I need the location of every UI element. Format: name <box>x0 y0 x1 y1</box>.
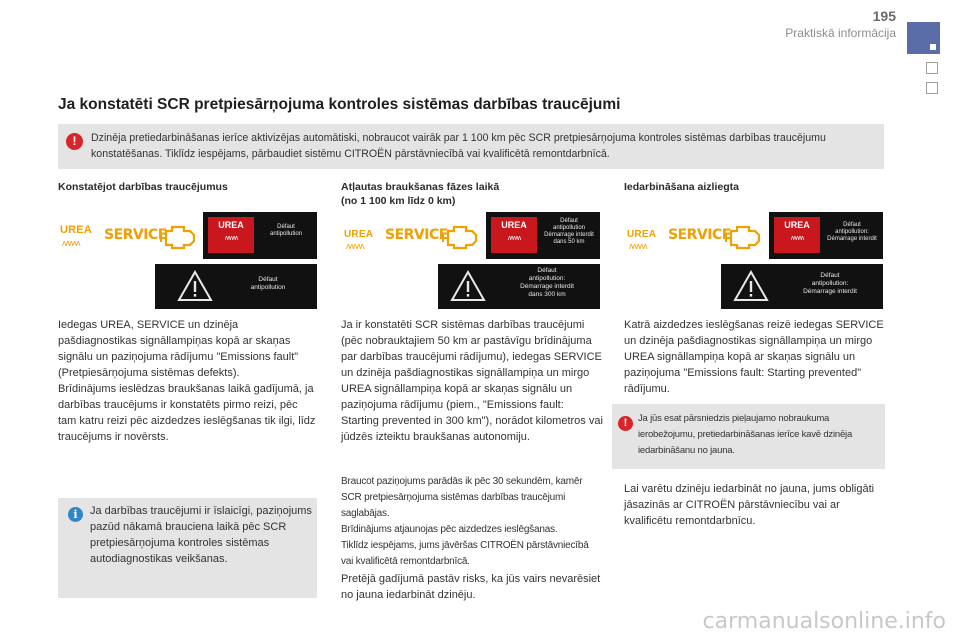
dash2-message: Défaut antipollution: Démarrage interdit dans 300 km <box>520 267 574 298</box>
info-box <box>58 498 317 598</box>
dashboard-display2-col3 <box>721 264 883 309</box>
column-2-text: Ja ir konstatēti SCR sistēmas darbības traucējumi (pēc nobrauktajiem 50 km ar pastāvīgu brīdinājuma par darbības traucējumi rādījumu), iedegas SERVICE un dzinēja pašdiagnostikas signāllampiņa un mirgo UREA signāllampiņa kopā ar skaņas signālu un paziņojuma rādījumu (piem., "Emissions fault: Starting prevented in 300 km"), norādot kilometros vai jūdzēs izteiktu braukšanas autonomiju. <box>341 319 603 443</box>
dash-urea-indicator: UREA ʌʌʌʌʌ <box>491 217 537 253</box>
warning-triangle-icon <box>177 270 213 302</box>
dash-message: Défaut antipollution <box>269 224 303 237</box>
dash2-message: Défaut antipollution <box>250 276 286 291</box>
dash-urea-indicator: UREA ʌʌʌʌʌ <box>208 217 254 253</box>
warning-text-col3: Ja jūs esat pārsniedzis pieļaujamo nobraukuma ierobežojumu, pretiedarbināšanas ierīce kavē dzinēja iedarbināšanu no jauna. <box>638 413 853 456</box>
chapter-tab[interactable] <box>926 82 938 94</box>
page-number: 195 <box>872 8 896 24</box>
column-3-heading: Iedarbināšana aizliegta <box>624 181 739 193</box>
warning-triangle-icon <box>733 270 769 302</box>
warning-triangle-icon <box>450 270 486 302</box>
urea-lamp-wave: ʌʌʌʌʌ <box>346 241 364 251</box>
urea-lamp-label: UREA <box>60 224 92 236</box>
warning-text: Dzinēja pretiedarbināšanas ierīce aktivizējas automātiski, nobraucot vairāk par 1 100 km pēc SCR pretpiesārņojuma kontroles sistēmas darbības traucējumu konstatēšanas. Tiklīdz iespējams, pārbaudiet sistēmu CITROËN pārstāvniecībā vai kvalificētā remontdarbnīcā. <box>91 132 826 160</box>
warning-box <box>58 124 884 169</box>
chapter-tab[interactable] <box>926 62 938 74</box>
info-text: Ja darbības traucējumi ir īslaicīgi, paziņojums pazūd nākamā brauciena laikā pēc SCR pretpiesārņojuma kontroles sistēmas autodiagnostikas veikšanas. <box>90 505 312 565</box>
chapter-tab-active[interactable] <box>907 22 940 54</box>
dashboard-display2-col2 <box>438 264 600 309</box>
urea-lamp-wave: ʌʌʌʌʌ <box>629 241 647 251</box>
urea-lamp-label: UREA <box>627 229 657 240</box>
dash-message: Défaut antipollution Démarrage interdit dans 50 km <box>544 218 594 245</box>
warning-icon: ! <box>66 133 83 150</box>
service-lamp: SERVICE <box>668 227 731 243</box>
column-1-heading: Konstatējot darbības traucējumus <box>58 181 228 193</box>
service-lamp: SERVICE <box>104 227 167 243</box>
column-2-text-end: Pretējā gadījumā pastāv risks, ka jūs vairs nevarēsiet no jauna iedarbināt dzinēju. <box>341 573 601 601</box>
service-lamp: SERVICE <box>385 227 448 243</box>
column-1-text: Iedegas UREA, SERVICE un dzinēja pašdiagnostikas signāllampiņas kopā ar skaņas signālu un paziņojuma rādījumu "Emissions fault" (Pretpiesārņojuma sistēmas defekts). Brīdinājums ieslēdzas braukšanas laikā gadījumā, ja darbības traucējums ir konstatēts pirmo reizi, pēc tam katru reizi pēc aizdedzes ieslēgšanas tik ilgi, līdz traucējums ir novērsts. <box>58 319 316 443</box>
dashboard-display-col2 <box>486 212 600 259</box>
dash-urea-indicator: UREA ʌʌʌʌʌ <box>774 217 820 253</box>
dash2-message: Défaut antipollution: Démarrage interdit <box>803 272 857 295</box>
dash-message: Défaut antipollution: Démarrage interdit <box>827 222 877 242</box>
info-icon: i <box>68 507 83 522</box>
column-3-text-end: Lai varētu dzinēju iedarbināt no jauna, jums obligāti jāsazinās ar CITROËN pārstāvniecību vai ar kvalificētu remontdarbnīcu. <box>624 483 875 527</box>
section-label: Praktiskā informācija <box>785 26 896 40</box>
column-2-text-condensed: Braucot paziņojums parādās ik pēc 30 sekundēm, kamēr SCR pretpiesārņojuma sistēmas darbības traucējumi saglabājas. Brīdinājums atjaunojas pēc aizdedzes ieslēgšanas. Tiklīdz iespējams, jums jāvēršas CITROËN pārstāvniecībā vai kvalificētā remontdarbnīcā. <box>341 476 589 567</box>
watermark: carmanualsonline.info <box>702 609 946 634</box>
warning-icon: ! <box>618 416 633 431</box>
warning-box-col3 <box>612 404 885 469</box>
column-2-heading: Atļautas braukšanas fāzes laikā (no 1 100 km līdz 0 km) <box>341 181 500 207</box>
page-title: Ja konstatēti SCR pretpiesārņojuma kontroles sistēmas darbības traucējumi <box>58 96 621 113</box>
dashboard-display-col3 <box>769 212 883 259</box>
engine-diagnostic-icon <box>725 222 765 252</box>
engine-diagnostic-icon <box>160 222 200 252</box>
column-3-text: Katrā aizdedzes ieslēgšanas reizē iedegas SERVICE un dzinēja pašdiagnostikas signāllampiņa un mirgo UREA signāllampiņa kopā ar skaņas signālu un paziņojuma "Emissions fault: Starting prevented" rādījumu. <box>624 319 884 395</box>
dashboard-display2-col1 <box>155 264 317 309</box>
urea-lamp-label: UREA <box>344 229 374 240</box>
urea-lamp-wave: ʌʌʌʌʌ <box>62 238 80 248</box>
dashboard-display-col1 <box>203 212 317 259</box>
engine-diagnostic-icon <box>442 222 482 252</box>
